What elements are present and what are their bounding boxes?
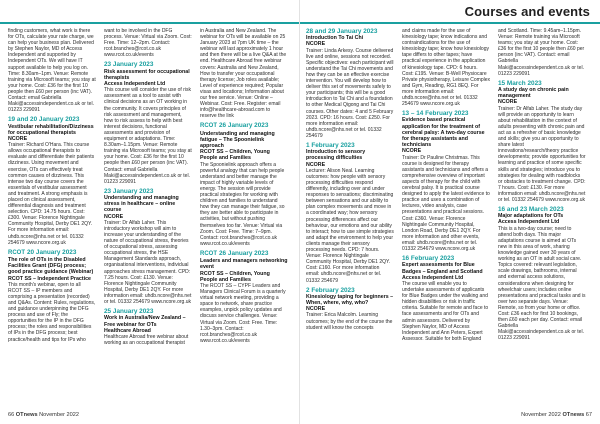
event-entry	[8, 249, 96, 343]
event-date	[200, 250, 288, 258]
event-date	[8, 249, 96, 257]
event-organiser: Access Independent Ltd	[498, 219, 560, 226]
event-organiser: Healthcare Abroad	[104, 327, 151, 334]
event-date-text: 26 January 2023	[219, 122, 269, 130]
event-entry	[104, 28, 192, 58]
left-footer-issue: November 2022	[39, 412, 79, 418]
event-entry	[402, 28, 490, 107]
event-description: Trainer: Dr Pauline Christmas. This course is designed for therapy assistants and technicians and offers a comprehensive overview of important aspects of therapy for the child with cerebral palsy. It is practical course designed to apply the latest evidence to practice and uses a combination of lectures, video analysis, case presentations and practical sessions. Cost: £360. Venue: Florence Nightingale Community Hospital, London Road, Derby DE1 2QY. For more information and other events, email: uhdb.ncore@nhs.net or tel. 01332 254679 www.ncore.org.uk	[402, 154, 490, 253]
event-date	[104, 308, 192, 315]
column-1	[8, 28, 96, 346]
event-description: Trainer: Dr Alfab Laher. The study day will provide an opportunity to learn about rehabilitation in the context of adults presenting with chronic pain and act as a refresher of basic knowledge and skills; give you an opportunity to share latest innovations/research/theory practice developments; provide opportunities for learning and practice of some specific skills and strategies; introduce you to strategies for dealing with roadblocks or obstacles to treatment change. CPD: 7 hours. Cost: £130. For more information email: uhdb.ncore@nhs.net or tel. 01332 254679 www.ncore.org.uk	[498, 105, 586, 203]
event-description: Healthcare Abroad free webinar about working as an occupational therapist	[104, 333, 189, 347]
event-entry	[498, 80, 586, 203]
event-description: Trainer: Linda Arkesy. Course delivered live and online, sessions not recorded. Specific objectives: each participant will understand the Tai Chi movements and how they can be an effective exercise intervention. You will develop how to deliver this set of movements safely to your participants; this will be a good introduction to Tai Chi and a foundation to other Medical Qigong and Tai Chi courses. Other dates: 4 and 5 February 2023. CPD: 16 hours. Cost: £250. For more information email: uhdb.ncore@nhs.net or tel. 01332 254679	[306, 47, 394, 139]
right-header-rule	[300, 22, 600, 24]
event-description: This course will consider the use of risk assessment as a tool to assist with clinical decisions as an OT working in the community. It covers principles of risk assessment and management, how to risk assess to help with best interest decisions, functional assessments and provision of equipment or adaptations. Time: 8.30am–1.15pm. Venue: Remote training via Microsoft teams; you stay at your home. Cost: £36 for the first 10 people then £60 per person (inc VAT). Contact: email Gabriella Maki@accessindependent.co.uk or tel. 01223 229091	[104, 87, 192, 185]
event-description: Lecturer: Alison Neal. Learning outcomes: how people with sensory processing difficulties respond differently, including over and under responses to sensations; discriminating between sensations and our ability to plan complex movements and move in a coordinated way; how sensory processing differences affect our behaviour, our emotions and our ability to interact; how to use simple strategies and adapt the environment to help your clients manage their sensory processing needs. CPD: 7 hours. Venue: Florence Nightingale Community Hospital, Derby DE1 2QY. Cost: £160. For more information email: uhdb.ncore@nhs.net or tel. 01332 254679	[306, 167, 394, 284]
event-date	[8, 116, 96, 123]
column-3	[200, 28, 288, 347]
left-footer	[8, 412, 79, 418]
right-footer	[521, 412, 592, 418]
event-date	[104, 61, 192, 68]
event-entry	[104, 308, 192, 346]
event-entry	[8, 116, 96, 245]
right-footer-brand: OTnews	[562, 412, 585, 418]
page-title: Courses and events	[464, 4, 590, 19]
event-entry	[498, 28, 586, 77]
event-date-text: 2 February 2023	[306, 286, 355, 294]
right-footer-issue: November 2022	[521, 412, 561, 418]
event-title: Introduction To Tai Chi	[306, 35, 364, 42]
event-description: finding customers, what work is there for OTs, calculate your rate charge, we can help your business plan. Delivered by Stephen Naylor, MD of Access Independent and supported by Independent OTs. We will have IT support available to help you log on. Time: 8.30am–1pm. Venue: Remote training via Microsoft teams; you stay at your home. Cost: £36 for the first 10 people then £60 per person (inc VAT). Contact: email Gabriella Maki@accessindependent.co.uk or tel. 01223 229091	[8, 28, 96, 114]
event-organiser: NCORE	[306, 306, 326, 313]
event-title: Understanding and managing fatigue – The Spoonielink approach	[200, 130, 275, 150]
event-entry	[306, 28, 394, 139]
event-organiser: RCOT SS – Children, Young People and Families	[200, 149, 270, 162]
event-description: in Australia and New Zealand. The webinar for OTs will be available on 25 January 2023 at 7pm UK time – the webinar will last approximately 1 hour and then there will be a live Q&A at the end. Healthcare Abroad free webinar covers: Australia and New Zealand, How to transfer your occupational therapy license; Job roles available; Level of experience required; Popular visas and locations; Information about our free service. Venue: Online – Webinar. Cost: Free. Register: email info@healthcare-abroad.com to reserve the link	[200, 28, 287, 120]
event-date	[104, 188, 192, 195]
left-page-number: 66	[8, 412, 15, 418]
event-description: The Spoonielink approach offers a powerful analogy that can help people understand and better manage the impact of highly variable levels of energy. The session will provide practical strategies for working with children and families to understand how they can manage their fatigue, so they are better able to participate in activities, but without pushing themselves too far. Venue: Virtual via Zoom. Cost: Free. Time: 7–9pm. Contact: rcot.branches@rcot.co.uk www.rcot.co.uk/events	[200, 161, 285, 247]
event-date-text: 28 and 29 January 2023	[306, 28, 378, 35]
event-description: and claims made for the use of kinesiology tape; know indications and contraindications for the use of kinesiology tape; know how kinesiology tape differs to other tapes; have practical experience in the application of kinesiology tape. CPD: 6 hours. Cost: £195. Venue: B-Well Physiocare Private physiotherapy, Leisure Complex and Gym, Reading, RG1 8EQ. For more information email: uhdb.ncore@nhs.net or tel. 01332 254679 www.ncore.org.uk	[402, 28, 490, 108]
event-entry	[402, 110, 490, 252]
event-entry	[498, 206, 586, 341]
event-entry	[200, 28, 288, 119]
event-date	[402, 255, 490, 262]
event-entry	[200, 250, 288, 344]
event-date-text: 19 and 20 January 2023	[8, 116, 80, 124]
event-title: Expert assessments for Blue Badges – England and Scotland	[402, 262, 483, 275]
event-description: want to be involved in the DFG process. Venue: Virtual via Zoom. Cost: Free. Time: 12–2pm. Contact: rcot.branches@rcot.co.uk www.rcot.co.uk/events	[104, 28, 192, 59]
event-date-text: 20 January 2023	[27, 248, 77, 256]
event-date	[402, 110, 490, 117]
event-organiser: NCORE	[306, 41, 326, 48]
event-organiser: NCORE	[498, 99, 518, 106]
event-date	[200, 122, 288, 130]
event-date-text: 25 January 2023	[104, 308, 154, 316]
event-entry	[104, 61, 192, 184]
column-2	[104, 28, 192, 349]
column-5	[402, 28, 490, 345]
event-description: Trainer: Erica Malcolm. Learning outcomes; by the end of the course the student will know the concepts	[306, 312, 393, 331]
event-date	[306, 142, 394, 149]
event-description: Trainer: Richard O'Hara. This course allows occupational therapists to evaluate and differentiate their patients dizziness. Using movement and exercise, OTs can effectively treat common causes of dizziness. This intense two day course covers the essentials of vestibular assessment and treatment. A strong emphasis is placed on clinical assessment, differential diagnosis and treatment selection. CPD: 14.75 hours. Cost: £300. Venue: Florence Nightingale Community Hospital, Derby DE1 2QY. For more information email: uhdb.ncore@nhs.net or tel. 01332 254679 www.ncore.org.uk	[8, 142, 95, 246]
left-header-rule	[0, 22, 300, 24]
event-date	[498, 80, 586, 87]
event-organiser: NCORE	[306, 161, 326, 168]
event-description: This month's webinar, open to all RCOT SS – IP members and comprising a presentation (recorded) and Q&As. Content: Rules, regulations, and guidance underpinning the DFG process and use of Fly; the opportunities for the IP in the DFG process; the roles and responsibilities of IPs in the DFG process; best practice/health and tips for IPs who	[8, 281, 96, 343]
event-title: Leaders and managers networking event	[200, 258, 288, 271]
event-description: The course will enable you to undertake assessments of applicants for Blue Badges under the walking and hidden disabilities or risk in traffic criteria. Suitable for remote and face to face assessments and for OTs and admin assessors. Delivered by Stephen Naylor, MD of Access Independent and Ann Peters, Expert Assessor. Suitable for both England	[402, 280, 489, 342]
event-entry	[306, 287, 394, 331]
event-entry	[402, 255, 490, 342]
event-date	[306, 287, 394, 294]
event-title: Vestibular rehabilitation/Dizziness for occupational therapists	[8, 123, 94, 136]
event-description: and Scotland. Time: 9.45am–1.15pm. Venue: Remote training via Microsoft teams; you stay at your home. Cost: £36 for the first 10 people then £60 per person (inc VAT). Contact: email Gabriella Maki@accessindependent.co.uk or tel. 01223 229091	[498, 28, 585, 77]
right-page-number: 67	[585, 412, 592, 418]
event-title: A study day on chronic pain management	[498, 86, 569, 100]
event-entry	[104, 188, 192, 305]
rcot-logo: RCOT	[8, 249, 25, 256]
event-organiser: NCORE	[402, 148, 422, 155]
event-title: The role of OTs in the Disabled Facilities Grant (DFG) process; good practice guidance (Webinar)	[8, 256, 94, 276]
event-title: Understanding and managing stress in healthcare – online course	[104, 194, 179, 214]
event-organiser: RCOT SS – Children, Young People and Families	[200, 270, 270, 283]
left-footer-brand: OTnews	[15, 412, 38, 418]
event-organiser: RCOT SS – Independent Practice	[8, 275, 92, 282]
event-description: This is a two-day course; need to attend both days. This major adaptations course is aimed at OTs new in this area of work, sharing knowledge gained over 30 years of working as an OT in adult social care. Topics covered: relevant legislation, scale drawings, bathrooms, internal and external access solutions, considerations when designing for wheelchair users; includes online presentations and practical tasks and is over two separate days. Venue: Remote, so from your home or office. Cost: £36 each for first 10 bookings, then £60 each per day. Contact: email Gabriella Maki@accessindependent.co.uk or tel. 01223 229091	[498, 225, 586, 342]
event-date-text: 15 March 2023	[498, 79, 542, 87]
event-date-text: 1 February 2023	[306, 142, 355, 150]
event-organiser: NCORE	[8, 135, 28, 142]
event-title: Introduction to sensory processing difficulties	[306, 149, 366, 162]
event-entry	[306, 142, 394, 284]
event-entry	[8, 28, 96, 113]
event-date-text: 13 – 14 February 2023	[402, 110, 469, 118]
event-date-text: 16 and 23 March 2023	[498, 206, 564, 214]
event-entry	[200, 122, 288, 247]
event-organiser: NCORE	[104, 213, 124, 220]
column-4	[306, 28, 394, 334]
event-organiser: Access Independent Ltd	[402, 274, 464, 281]
event-title: Major adaptations for OTs	[498, 213, 564, 220]
event-organiser: Access Independent Ltd	[104, 81, 166, 88]
event-date	[306, 28, 394, 35]
event-title: Kinesiology taping for beginners – When, where, why, who?	[306, 293, 394, 307]
event-date-text: 23 January 2023	[104, 61, 154, 69]
event-title: Risk assessment for occupational therapists	[104, 68, 190, 81]
event-description: The RCOT SS – CYPF Leaders and Managers Clinical Forum is a quarterly virtual network meeting, providing a space to network, share practice examples, unpick policy updates and discuss service challenges. Venue: Virtual via Zoom. Cost: Free. Time: 1.30–3pm. Contact: rcot.branches@rcot.co.uk www.rcot.co.uk/events	[200, 282, 286, 344]
column-6	[498, 28, 586, 344]
event-description: Trainer: Dr Alfab Laher. This introductory workshop will aim to increase your understanding of the nature of occupational stress, theories of occupational stress, assessing occupational stress, the HSE Management Standards approach, organisational interventions, individual approaches stress management. CPD: 7.25 hours. Cost: £130. Venue: Florence Nightingale Community Hospital, Derby DE1 2QY. For more information email: uhdb.ncore@nhs.net or tel. 01332 254679 www.ncore.org.uk	[104, 219, 192, 306]
rcot-logo: RCOT	[200, 250, 217, 257]
event-date-text: 16 February 2023	[402, 255, 455, 263]
event-title: Work in Australia/New Zealand – Free webinar for OTs	[104, 315, 186, 328]
event-date-text: 26 January 2023	[219, 249, 269, 257]
event-date	[498, 206, 586, 213]
event-title: Evidence based practical application for the treatment of cerebral palsy: A two-day course for therapy assistants and technicians	[402, 117, 485, 149]
event-date-text: 23 January 2023	[104, 187, 154, 195]
rcot-logo: RCOT	[200, 123, 217, 130]
